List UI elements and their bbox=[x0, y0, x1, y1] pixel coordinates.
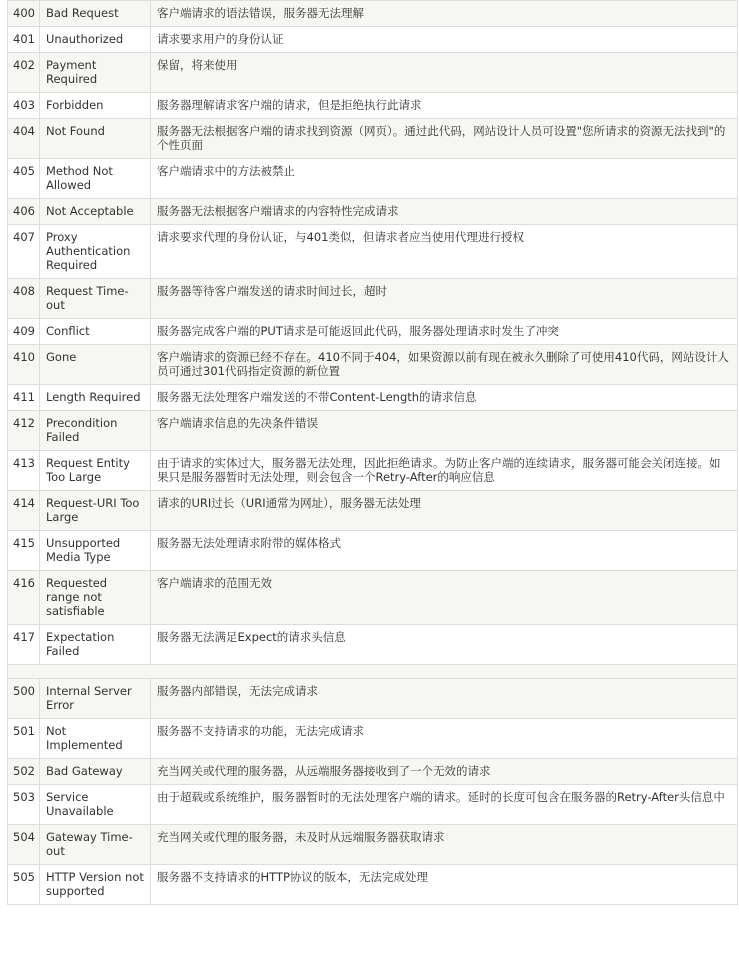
status-code-cell: 410 bbox=[8, 345, 40, 385]
status-code-cell: 406 bbox=[8, 199, 40, 225]
status-description-cell: 服务器无法处理请求附带的媒体格式 bbox=[151, 531, 738, 571]
table-row bbox=[8, 27, 738, 53]
table-row bbox=[8, 159, 738, 199]
table-row bbox=[8, 93, 738, 119]
status-code-cell: 404 bbox=[8, 119, 40, 159]
table-row bbox=[8, 679, 738, 719]
status-code-cell: 405 bbox=[8, 159, 40, 199]
status-code-cell: 407 bbox=[8, 225, 40, 279]
table-row bbox=[8, 411, 738, 451]
status-name-cell: Unsupported Media Type bbox=[40, 531, 151, 571]
status-code-cell: 502 bbox=[8, 759, 40, 785]
status-description-cell: 客户端请求的资源已经不存在。410不同于404，如果资源以前有现在被永久删除了可使用410代码，网站设计人员可通过301代码指定资源的新位置 bbox=[151, 345, 738, 385]
table-row bbox=[8, 785, 738, 825]
status-description-cell: 客户端请求信息的先决条件错误 bbox=[151, 411, 738, 451]
status-code-cell: 408 bbox=[8, 279, 40, 319]
status-description-cell: 服务器无法满足Expect的请求头信息 bbox=[151, 625, 738, 665]
status-name-cell: Bad Request bbox=[40, 1, 151, 27]
status-code-cell: 403 bbox=[8, 93, 40, 119]
status-description-cell: 请求的URI过长（URI通常为网址），服务器无法处理 bbox=[151, 491, 738, 531]
status-name-cell: Payment Required bbox=[40, 53, 151, 93]
table-row bbox=[8, 345, 738, 385]
status-code-cell: 413 bbox=[8, 451, 40, 491]
group-separator-cell bbox=[8, 665, 738, 679]
status-code-cell: 504 bbox=[8, 825, 40, 865]
table-row bbox=[8, 759, 738, 785]
status-description-cell: 充当网关或代理的服务器，从远端服务器接收到了一个无效的请求 bbox=[151, 759, 738, 785]
table-row bbox=[8, 119, 738, 159]
table-row bbox=[8, 531, 738, 571]
status-code-cell: 503 bbox=[8, 785, 40, 825]
status-description-cell: 服务器无法根据客户端的请求找到资源（网页）。通过此代码，网站设计人员可设置"您所请求的资源无法找到"的个性页面 bbox=[151, 119, 738, 159]
status-name-cell: Proxy Authentication Required bbox=[40, 225, 151, 279]
table-row bbox=[8, 225, 738, 279]
status-description-cell: 服务器无法处理客户端发送的不带Content-Length的请求信息 bbox=[151, 385, 738, 411]
status-code-cell: 414 bbox=[8, 491, 40, 531]
status-name-cell: Bad Gateway bbox=[40, 759, 151, 785]
status-description-cell: 服务器等待客户端发送的请求时间过长，超时 bbox=[151, 279, 738, 319]
table-row bbox=[8, 53, 738, 93]
status-table-body bbox=[8, 1, 738, 905]
status-code-cell: 501 bbox=[8, 719, 40, 759]
table-row bbox=[8, 571, 738, 625]
status-code-cell: 411 bbox=[8, 385, 40, 411]
table-row bbox=[8, 1, 738, 27]
status-name-cell: Length Required bbox=[40, 385, 151, 411]
status-name-cell: Requested range not satisfiable bbox=[40, 571, 151, 625]
status-name-cell: Request-URI Too Large bbox=[40, 491, 151, 531]
status-code-cell: 416 bbox=[8, 571, 40, 625]
status-name-cell: HTTP Version not supported bbox=[40, 865, 151, 905]
status-name-cell: Conflict bbox=[40, 319, 151, 345]
status-code-cell: 500 bbox=[8, 679, 40, 719]
status-description-cell: 请求要求代理的身份认证，与401类似，但请求者应当使用代理进行授权 bbox=[151, 225, 738, 279]
status-code-cell: 401 bbox=[8, 27, 40, 53]
status-name-cell: Gone bbox=[40, 345, 151, 385]
status-name-cell: Not Found bbox=[40, 119, 151, 159]
table-row bbox=[8, 199, 738, 225]
status-code-cell: 417 bbox=[8, 625, 40, 665]
status-description-cell: 服务器内部错误，无法完成请求 bbox=[151, 679, 738, 719]
table-row bbox=[8, 319, 738, 345]
table-row bbox=[8, 385, 738, 411]
status-description-cell: 由于请求的实体过大，服务器无法处理，因此拒绝请求。为防止客户端的连续请求，服务器可能会关闭连接。如果只是服务器暂时无法处理，则会包含一个Retry-After的响应信息 bbox=[151, 451, 738, 491]
status-name-cell: Not Implemented bbox=[40, 719, 151, 759]
status-description-cell: 客户端请求中的方法被禁止 bbox=[151, 159, 738, 199]
status-code-cell: 400 bbox=[8, 1, 40, 27]
status-description-cell: 服务器不支持请求的功能，无法完成请求 bbox=[151, 719, 738, 759]
status-name-cell: Method Not Allowed bbox=[40, 159, 151, 199]
status-description-cell: 服务器理解请求客户端的请求，但是拒绝执行此请求 bbox=[151, 93, 738, 119]
status-code-cell: 505 bbox=[8, 865, 40, 905]
status-name-cell: Service Unavailable bbox=[40, 785, 151, 825]
status-name-cell: Internal Server Error bbox=[40, 679, 151, 719]
table-row bbox=[8, 719, 738, 759]
http-status-table bbox=[7, 0, 738, 905]
status-description-cell: 客户端请求的语法错误，服务器无法理解 bbox=[151, 1, 738, 27]
group-separator-row bbox=[8, 665, 738, 679]
status-code-cell: 409 bbox=[8, 319, 40, 345]
status-name-cell: Not Acceptable bbox=[40, 199, 151, 225]
status-code-cell: 402 bbox=[8, 53, 40, 93]
status-description-cell: 服务器无法根据客户端请求的内容特性完成请求 bbox=[151, 199, 738, 225]
status-code-cell: 415 bbox=[8, 531, 40, 571]
status-description-cell: 由于超载或系统维护，服务器暂时的无法处理客户端的请求。延时的长度可包含在服务器的Retry-After头信息中 bbox=[151, 785, 738, 825]
status-description-cell: 保留，将来使用 bbox=[151, 53, 738, 93]
status-description-cell: 请求要求用户的身份认证 bbox=[151, 27, 738, 53]
status-name-cell: Expectation Failed bbox=[40, 625, 151, 665]
status-name-cell: Unauthorized bbox=[40, 27, 151, 53]
status-description-cell: 服务器不支持请求的HTTP协议的版本，无法完成处理 bbox=[151, 865, 738, 905]
table-row bbox=[8, 279, 738, 319]
status-name-cell: Forbidden bbox=[40, 93, 151, 119]
status-name-cell: Precondition Failed bbox=[40, 411, 151, 451]
status-name-cell: Request Time-out bbox=[40, 279, 151, 319]
status-code-cell: 412 bbox=[8, 411, 40, 451]
table-row bbox=[8, 825, 738, 865]
status-description-cell: 充当网关或代理的服务器，未及时从远端服务器获取请求 bbox=[151, 825, 738, 865]
status-description-cell: 服务器完成客户端的PUT请求是可能返回此代码，服务器处理请求时发生了冲突 bbox=[151, 319, 738, 345]
status-name-cell: Gateway Time-out bbox=[40, 825, 151, 865]
table-row bbox=[8, 625, 738, 665]
table-row bbox=[8, 865, 738, 905]
table-row bbox=[8, 491, 738, 531]
status-name-cell: Request Entity Too Large bbox=[40, 451, 151, 491]
table-row bbox=[8, 451, 738, 491]
status-description-cell: 客户端请求的范围无效 bbox=[151, 571, 738, 625]
